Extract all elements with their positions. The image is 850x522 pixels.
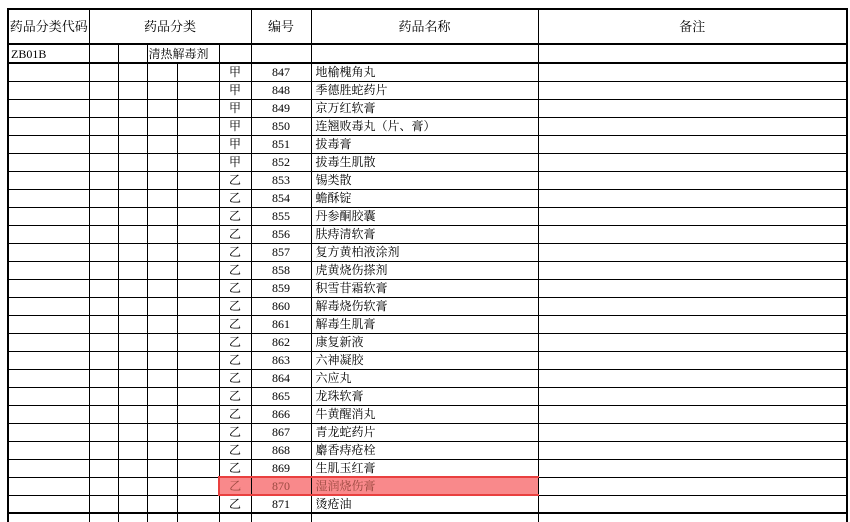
empty-cell — [118, 351, 147, 369]
class-cell: 乙 — [219, 477, 251, 495]
drug-name-cell: 拔毒膏 — [311, 135, 538, 153]
class-cell: 甲 — [219, 63, 251, 81]
empty-cell — [147, 117, 177, 135]
class-cell: 乙 — [219, 351, 251, 369]
remark-cell — [538, 423, 847, 441]
empty-cell — [8, 459, 89, 477]
empty-cell — [89, 369, 118, 387]
empty-cell — [89, 135, 118, 153]
empty-cell — [89, 117, 118, 135]
empty-cell — [177, 333, 219, 351]
empty-cell — [118, 297, 147, 315]
number-cell: 852 — [251, 153, 311, 171]
table-row — [8, 81, 847, 99]
class-cell: 乙 — [219, 441, 251, 459]
empty-cell — [89, 441, 118, 459]
empty-cell — [8, 297, 89, 315]
remark-cell — [538, 207, 847, 225]
empty-cell — [89, 207, 118, 225]
table-row — [8, 189, 847, 207]
empty-cell — [147, 135, 177, 153]
empty-cell — [89, 387, 118, 405]
drug-name-cell: 烫疮油 — [311, 495, 538, 513]
number-cell: 848 — [251, 81, 311, 99]
empty-cell — [89, 495, 118, 513]
drug-name-cell: 解毒生肌膏 — [311, 315, 538, 333]
remark-cell — [538, 351, 847, 369]
class-cell: 甲 — [219, 99, 251, 117]
empty-cell — [118, 44, 147, 63]
drug-name-cell: 六神凝胶 — [311, 351, 538, 369]
class-cell: 甲 — [219, 135, 251, 153]
empty-cell — [8, 387, 89, 405]
empty-cell — [118, 333, 147, 351]
empty-cell — [118, 405, 147, 423]
empty-cell — [118, 81, 147, 99]
remark-cell — [538, 297, 847, 315]
remark-cell — [538, 477, 847, 495]
empty-cell — [8, 423, 89, 441]
drug-name-cell: 丹参酮胶囊 — [311, 207, 538, 225]
drug-name-cell: 六应丸 — [311, 369, 538, 387]
empty-cell — [8, 405, 89, 423]
drug-name-cell: 连翘败毒丸（片、膏） — [311, 117, 538, 135]
class-cell: 乙 — [219, 243, 251, 261]
table-row — [8, 351, 847, 369]
empty-cell — [177, 315, 219, 333]
remark-cell — [538, 225, 847, 243]
table-row — [8, 495, 847, 513]
remark-cell — [538, 495, 847, 513]
number-cell: 864 — [251, 369, 311, 387]
class-cell: 乙 — [219, 297, 251, 315]
empty-cell — [177, 279, 219, 297]
empty-cell — [8, 315, 89, 333]
table-row — [8, 171, 847, 189]
number-cell: 851 — [251, 135, 311, 153]
table-row — [8, 261, 847, 279]
empty-cell — [177, 477, 219, 495]
number-cell: 865 — [251, 387, 311, 405]
table-row — [8, 279, 847, 297]
class-cell: 乙 — [219, 279, 251, 297]
drug-name-cell: 京万红软膏 — [311, 99, 538, 117]
empty-cell — [147, 315, 177, 333]
empty-cell — [118, 63, 147, 81]
empty-cell — [147, 405, 177, 423]
class-cell: 乙 — [219, 207, 251, 225]
remark-cell — [538, 387, 847, 405]
drug-name-cell: 肤痔清软膏 — [311, 225, 538, 243]
empty-cell — [118, 261, 147, 279]
empty-cell — [8, 135, 89, 153]
remark-cell — [538, 81, 847, 99]
empty-cell — [251, 513, 311, 522]
empty-cell — [147, 333, 177, 351]
empty-cell — [147, 81, 177, 99]
empty-cell — [118, 153, 147, 171]
empty-cell — [118, 279, 147, 297]
table-row — [8, 315, 847, 333]
header-row — [8, 9, 847, 44]
empty-cell — [118, 189, 147, 207]
table-row — [8, 405, 847, 423]
empty-cell — [147, 351, 177, 369]
remark-cell — [538, 279, 847, 297]
table-row — [8, 99, 847, 117]
drug-name-cell: 锡类散 — [311, 171, 538, 189]
empty-cell — [177, 135, 219, 153]
empty-cell — [147, 207, 177, 225]
number-cell: 854 — [251, 189, 311, 207]
empty-cell — [8, 495, 89, 513]
empty-cell — [89, 153, 118, 171]
empty-cell — [118, 171, 147, 189]
number-cell: 870 — [251, 477, 311, 495]
table-row — [8, 387, 847, 405]
drug-name-cell: 湿润烧伤膏 — [311, 477, 538, 495]
empty-cell — [147, 63, 177, 81]
drug-name-cell: 康复新液 — [311, 333, 538, 351]
empty-cell — [177, 297, 219, 315]
empty-cell — [147, 441, 177, 459]
empty-cell — [118, 369, 147, 387]
empty-cell — [177, 423, 219, 441]
number-cell: 867 — [251, 423, 311, 441]
empty-cell — [8, 369, 89, 387]
drug-name-cell: 积雪苷霜软膏 — [311, 279, 538, 297]
empty-cell — [177, 207, 219, 225]
number-cell: 866 — [251, 405, 311, 423]
class-cell: 乙 — [219, 405, 251, 423]
empty-cell — [147, 387, 177, 405]
number-cell: 868 — [251, 441, 311, 459]
empty-cell — [89, 99, 118, 117]
drug-name-cell: 地榆槐角丸 — [311, 63, 538, 81]
empty-cell — [147, 495, 177, 513]
number-cell: 850 — [251, 117, 311, 135]
header-category: 药品分类 — [89, 9, 251, 44]
empty-cell — [89, 459, 118, 477]
drug-name-cell: 龙珠软膏 — [311, 387, 538, 405]
number-cell: 847 — [251, 63, 311, 81]
highlighted-table-row — [8, 477, 847, 495]
remark-cell — [538, 441, 847, 459]
header-remark: 备注 — [538, 9, 847, 44]
empty-cell — [89, 63, 118, 81]
table-row — [8, 117, 847, 135]
remark-cell — [538, 243, 847, 261]
drug-name-cell: 麝香痔疮栓 — [311, 441, 538, 459]
empty-cell — [177, 99, 219, 117]
drug-name-cell: 牛黄醒消丸 — [311, 405, 538, 423]
remark-cell — [538, 405, 847, 423]
remark-cell — [538, 369, 847, 387]
empty-cell — [89, 477, 118, 495]
empty-cell — [538, 44, 847, 63]
empty-cell — [89, 351, 118, 369]
empty-cell — [89, 189, 118, 207]
table-row — [8, 153, 847, 171]
remark-cell — [538, 153, 847, 171]
empty-cell — [8, 261, 89, 279]
empty-cell — [118, 495, 147, 513]
empty-cell — [8, 477, 89, 495]
remark-cell — [538, 99, 847, 117]
remark-cell — [538, 135, 847, 153]
class-cell: 甲 — [219, 81, 251, 99]
table-row — [8, 333, 847, 351]
empty-cell — [177, 459, 219, 477]
class-cell: 乙 — [219, 189, 251, 207]
drug-name-cell: 拔毒生肌散 — [311, 153, 538, 171]
empty-cell — [177, 153, 219, 171]
empty-cell — [538, 513, 847, 522]
empty-cell — [147, 261, 177, 279]
class-cell: 乙 — [219, 171, 251, 189]
class-cell: 乙 — [219, 315, 251, 333]
empty-cell — [311, 44, 538, 63]
number-cell: 849 — [251, 99, 311, 117]
empty-cell — [118, 387, 147, 405]
empty-cell — [177, 513, 219, 522]
empty-cell — [118, 315, 147, 333]
table-row — [8, 441, 847, 459]
empty-cell — [8, 189, 89, 207]
number-cell: 853 — [251, 171, 311, 189]
number-cell: 859 — [251, 279, 311, 297]
empty-cell — [89, 243, 118, 261]
remark-cell — [538, 261, 847, 279]
empty-cell — [118, 459, 147, 477]
remark-cell — [538, 315, 847, 333]
category-name-cell: 清热解毒剂 — [147, 44, 219, 63]
empty-cell — [118, 477, 147, 495]
empty-cell — [147, 369, 177, 387]
remark-cell — [538, 333, 847, 351]
class-cell: 甲 — [219, 117, 251, 135]
empty-cell — [147, 297, 177, 315]
empty-cell — [177, 171, 219, 189]
cutoff-row — [8, 513, 847, 522]
empty-cell — [89, 423, 118, 441]
table-body — [8, 44, 847, 522]
empty-cell — [118, 513, 147, 522]
empty-cell — [89, 171, 118, 189]
category-row — [8, 44, 847, 63]
table-row — [8, 369, 847, 387]
table-row — [8, 225, 847, 243]
empty-cell — [8, 513, 89, 522]
empty-cell — [219, 513, 251, 522]
remark-cell — [538, 459, 847, 477]
empty-cell — [147, 513, 177, 522]
class-cell: 乙 — [219, 261, 251, 279]
empty-cell — [8, 243, 89, 261]
empty-cell — [118, 243, 147, 261]
empty-cell — [147, 225, 177, 243]
empty-cell — [8, 63, 89, 81]
table-row — [8, 459, 847, 477]
number-cell: 862 — [251, 333, 311, 351]
empty-cell — [177, 81, 219, 99]
class-cell: 乙 — [219, 423, 251, 441]
empty-cell — [8, 153, 89, 171]
empty-cell — [118, 441, 147, 459]
empty-cell — [147, 153, 177, 171]
empty-cell — [89, 315, 118, 333]
empty-cell — [177, 441, 219, 459]
empty-cell — [177, 63, 219, 81]
remark-cell — [538, 63, 847, 81]
empty-cell — [177, 369, 219, 387]
empty-cell — [147, 477, 177, 495]
empty-cell — [177, 387, 219, 405]
empty-cell — [89, 261, 118, 279]
header-code: 药品分类代码 — [8, 9, 89, 44]
empty-cell — [147, 99, 177, 117]
empty-cell — [177, 117, 219, 135]
empty-cell — [8, 279, 89, 297]
empty-cell — [89, 225, 118, 243]
empty-cell — [147, 189, 177, 207]
empty-cell — [8, 333, 89, 351]
empty-cell — [8, 225, 89, 243]
empty-cell — [147, 243, 177, 261]
class-cell: 乙 — [219, 369, 251, 387]
table-row — [8, 207, 847, 225]
table-row — [8, 423, 847, 441]
empty-cell — [89, 297, 118, 315]
number-cell: 858 — [251, 261, 311, 279]
empty-cell — [118, 423, 147, 441]
empty-cell — [118, 207, 147, 225]
empty-cell — [8, 81, 89, 99]
class-cell: 甲 — [219, 153, 251, 171]
empty-cell — [89, 405, 118, 423]
drug-name-cell: 虎黄烧伤搽剂 — [311, 261, 538, 279]
empty-cell — [8, 441, 89, 459]
empty-cell — [8, 117, 89, 135]
drug-name-cell: 季德胜蛇药片 — [311, 81, 538, 99]
drug-name-cell: 复方黄柏液涂剂 — [311, 243, 538, 261]
number-cell: 863 — [251, 351, 311, 369]
empty-cell — [89, 333, 118, 351]
class-cell: 乙 — [219, 225, 251, 243]
empty-cell — [118, 117, 147, 135]
empty-cell — [8, 99, 89, 117]
remark-cell — [538, 171, 847, 189]
table-row — [8, 135, 847, 153]
empty-cell — [219, 44, 251, 63]
drug-name-cell: 青龙蛇药片 — [311, 423, 538, 441]
empty-cell — [89, 279, 118, 297]
number-cell: 861 — [251, 315, 311, 333]
empty-cell — [311, 513, 538, 522]
empty-cell — [177, 351, 219, 369]
number-cell: 871 — [251, 495, 311, 513]
empty-cell — [89, 81, 118, 99]
table-row — [8, 243, 847, 261]
table-row — [8, 63, 847, 81]
empty-cell — [147, 459, 177, 477]
drug-catalog-table — [7, 8, 848, 522]
empty-cell — [118, 225, 147, 243]
empty-cell — [118, 99, 147, 117]
number-cell: 869 — [251, 459, 311, 477]
class-cell: 乙 — [219, 387, 251, 405]
empty-cell — [147, 423, 177, 441]
empty-cell — [177, 261, 219, 279]
empty-cell — [177, 405, 219, 423]
empty-cell — [8, 171, 89, 189]
class-cell: 乙 — [219, 495, 251, 513]
empty-cell — [147, 279, 177, 297]
number-cell: 855 — [251, 207, 311, 225]
class-cell: 乙 — [219, 333, 251, 351]
table-row — [8, 297, 847, 315]
empty-cell — [8, 351, 89, 369]
drug-name-cell: 生肌玉红膏 — [311, 459, 538, 477]
empty-cell — [118, 135, 147, 153]
number-cell: 860 — [251, 297, 311, 315]
empty-cell — [89, 44, 118, 63]
empty-cell — [177, 189, 219, 207]
header-number: 编号 — [251, 9, 311, 44]
number-cell: 856 — [251, 225, 311, 243]
remark-cell — [538, 189, 847, 207]
empty-cell — [8, 207, 89, 225]
drug-name-cell: 解毒烧伤软膏 — [311, 297, 538, 315]
empty-cell — [89, 513, 118, 522]
header-drug-name: 药品名称 — [311, 9, 538, 44]
empty-cell — [251, 44, 311, 63]
empty-cell — [177, 243, 219, 261]
category-code-cell: ZB01B — [8, 44, 89, 63]
empty-cell — [147, 171, 177, 189]
number-cell: 857 — [251, 243, 311, 261]
empty-cell — [177, 225, 219, 243]
drug-name-cell: 蟾酥锭 — [311, 189, 538, 207]
class-cell: 乙 — [219, 459, 251, 477]
remark-cell — [538, 117, 847, 135]
empty-cell — [177, 495, 219, 513]
